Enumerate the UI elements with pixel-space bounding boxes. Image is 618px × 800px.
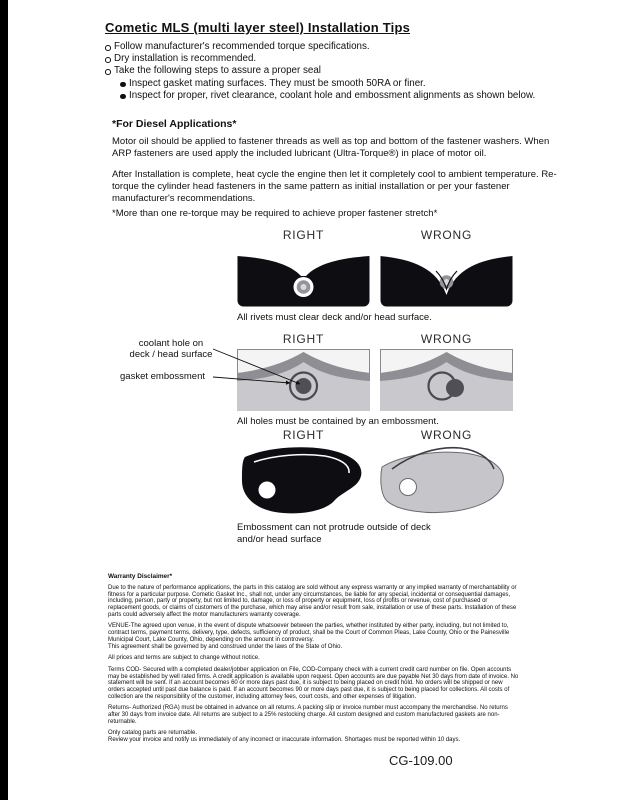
tip-sub-item	[119, 90, 604, 102]
retorque-note: *More than one re-torque may be required to achieve proper fastener stretch*	[112, 208, 438, 219]
disclaimer-paragraph: Only catalog parts are returnable.	[108, 730, 198, 737]
open-bullet-icon	[105, 57, 111, 63]
coolant-hole-annotation	[128, 338, 214, 360]
annotation-line-2: deck / head surface	[129, 349, 213, 360]
tip-item	[104, 53, 604, 65]
filled-bullet-icon	[120, 82, 126, 88]
disclaimer-paragraph: This agreement shall be governed by and construed under the laws of the State of Ohio.	[108, 644, 343, 651]
tip-sub-item	[119, 78, 604, 90]
coolant-hole-icon	[446, 379, 464, 397]
filled-bullet-icon	[120, 94, 126, 100]
coolant-hole-right-image	[237, 349, 370, 411]
embossment-right-image	[237, 445, 370, 517]
diesel-paragraph-1: Motor oil should be applied to fastener threads as well as top and bottom of the fastener washers. When ARP fasteners are used apply the included lubricant (Ultra-Torque®) in place of motor oil.	[112, 136, 550, 160]
disclaimer-paragraph: Terms COD- Secured with a completed dealer/jobber application on File, COD-Company check with a current credit card number on file. Open accounts may be established by well rated firms. A credit application is available upon request. Open accounts are due payable Net 30 days from date of invoice. No statement will be sent. If an account becomes 60 or more days past due, it is subject to being placed on credit hold. No orders will be shipped or new orders accepted until past due balance is paid. If an account becomes 90 or more days past due, it is subject to being placed for collections. All costs of collection are the responsibility of the customer, including attorney fees, court costs, and other expenses of litigation.	[108, 666, 519, 700]
diagram-panels-row	[237, 445, 513, 517]
tip-item	[104, 41, 604, 53]
rivet-right-image	[237, 245, 370, 307]
right-label: RIGHT	[282, 332, 325, 346]
disclaimer-paragraph: Due to the nature of performance applications, the parts in this catalog are sold without any express warranty or any implied warranty of merchantability or fitness for a particular purpose. Cometic Gasket Inc., shall not, under any circumstances, be liable for any special, incidental or consequential damages, including, person, party or property, but not limited to, damage, or loss of property or equipment, loss of profits or revenue, cost of purchased or replacement goods, or claims of customers of the purchase, which may arise and/or result from sale, installation or use of these parts. Installation of these parts could adversely affect the motor manufacturers warranty coverage.	[108, 584, 517, 618]
diagram-panels-row	[237, 349, 513, 411]
diagram-labels-row	[237, 228, 513, 242]
tip-item	[104, 65, 604, 77]
open-bullet-icon	[105, 45, 111, 51]
right-label: RIGHT	[282, 428, 325, 442]
disclaimer-paragraph: Returns- Authorized (RGA) must be obtained in advance on all returns. A packing slip or invoice number must accompany the merchandise. No returns after 30 days from invoice date. All returns are subject to a 25% restocking charge. All custom designed and custom manufactured gaskets are non-returnable.	[108, 705, 508, 725]
rivet-wrong-image	[380, 245, 513, 307]
bolt-hole-icon	[259, 482, 276, 499]
coolant-hole-icon	[296, 378, 312, 394]
coolant-hole-caption: All holes must be contained by an embossment.	[237, 416, 439, 427]
left-edge-bar	[0, 0, 8, 800]
rivet-diagram-section	[237, 228, 513, 324]
coolant-hole-wrong-image	[380, 349, 513, 411]
disclaimer-heading: Warranty Disclaimer*	[108, 573, 173, 580]
tip-text: Inspect gasket mating surfaces. They must be smooth 50RA or finer.	[129, 77, 426, 89]
doc-number: CG-109.00	[389, 753, 453, 768]
embossment-caption	[237, 522, 513, 546]
tip-text: Follow manufacturer's recommended torque specifications.	[114, 41, 370, 52]
rivet-caption: All rivets must clear deck and/or head surface.	[237, 312, 432, 323]
warranty-disclaimer	[108, 574, 520, 749]
rivet-center-shape	[301, 284, 307, 290]
tip-text: Inspect for proper, rivet clearance, coolant hole and embossment alignments as shown below.	[129, 89, 536, 101]
caption-line-1: Embossment can not protrude outside of deck	[237, 522, 431, 533]
caption-line-2: and/or head surface	[237, 534, 322, 545]
bolt-hole-icon	[400, 479, 417, 496]
page-title: Cometic MLS (multi layer steel) Installation Tips	[105, 20, 411, 35]
coolant-hole-diagram-section	[237, 332, 513, 428]
annotation-line-1: coolant hole on	[138, 338, 204, 349]
tip-text: Dry installation is recommended.	[114, 53, 257, 65]
right-label: RIGHT	[282, 228, 325, 242]
tips-list	[104, 41, 604, 102]
wrong-label: WRONG	[420, 332, 473, 346]
embossment-wrong-image	[380, 445, 513, 517]
disclaimer-paragraph: VENUE-The agreed upon venue, in the event of dispute whatsoever between the parties, whether instituted by either party, including, but not limited to, contract terms, payment terms, delivery, type, defects, sufficiency of product, shall be the Court of Common Pleas, Lake County, Ohio or the Painesville Municipal Court, Lake County, Ohio, depending on the amount in controversy.	[108, 623, 510, 643]
diesel-paragraph-2: After Installation is complete, heat cycle the engine then let it completely cool to ambient temperature. Re-torque the cylinder head fasteners in the same pattern as initial installation or per your fastener manufacturer's recommendations.	[112, 169, 557, 205]
diagram-labels-row	[237, 332, 513, 346]
disclaimer-paragraph: Review your invoice and notify us immediately of any incorrect or inaccurate information. Shortages must be reported within 10 days.	[108, 737, 461, 744]
wrong-label: WRONG	[420, 428, 473, 442]
diagram-labels-row	[237, 428, 513, 442]
disclaimer-paragraph: All prices and terms are subject to change without notice.	[108, 655, 260, 662]
diagram-panels-row	[237, 245, 513, 307]
tip-text: Take the following steps to assure a proper seal	[114, 65, 321, 77]
diesel-applications-heading: *For Diesel Applications*	[112, 118, 237, 130]
gasket-embossment-annotation: gasket embossment	[120, 371, 206, 382]
wrong-label: WRONG	[420, 228, 473, 242]
embossment-diagram-section	[237, 428, 513, 546]
open-bullet-icon	[105, 69, 111, 75]
